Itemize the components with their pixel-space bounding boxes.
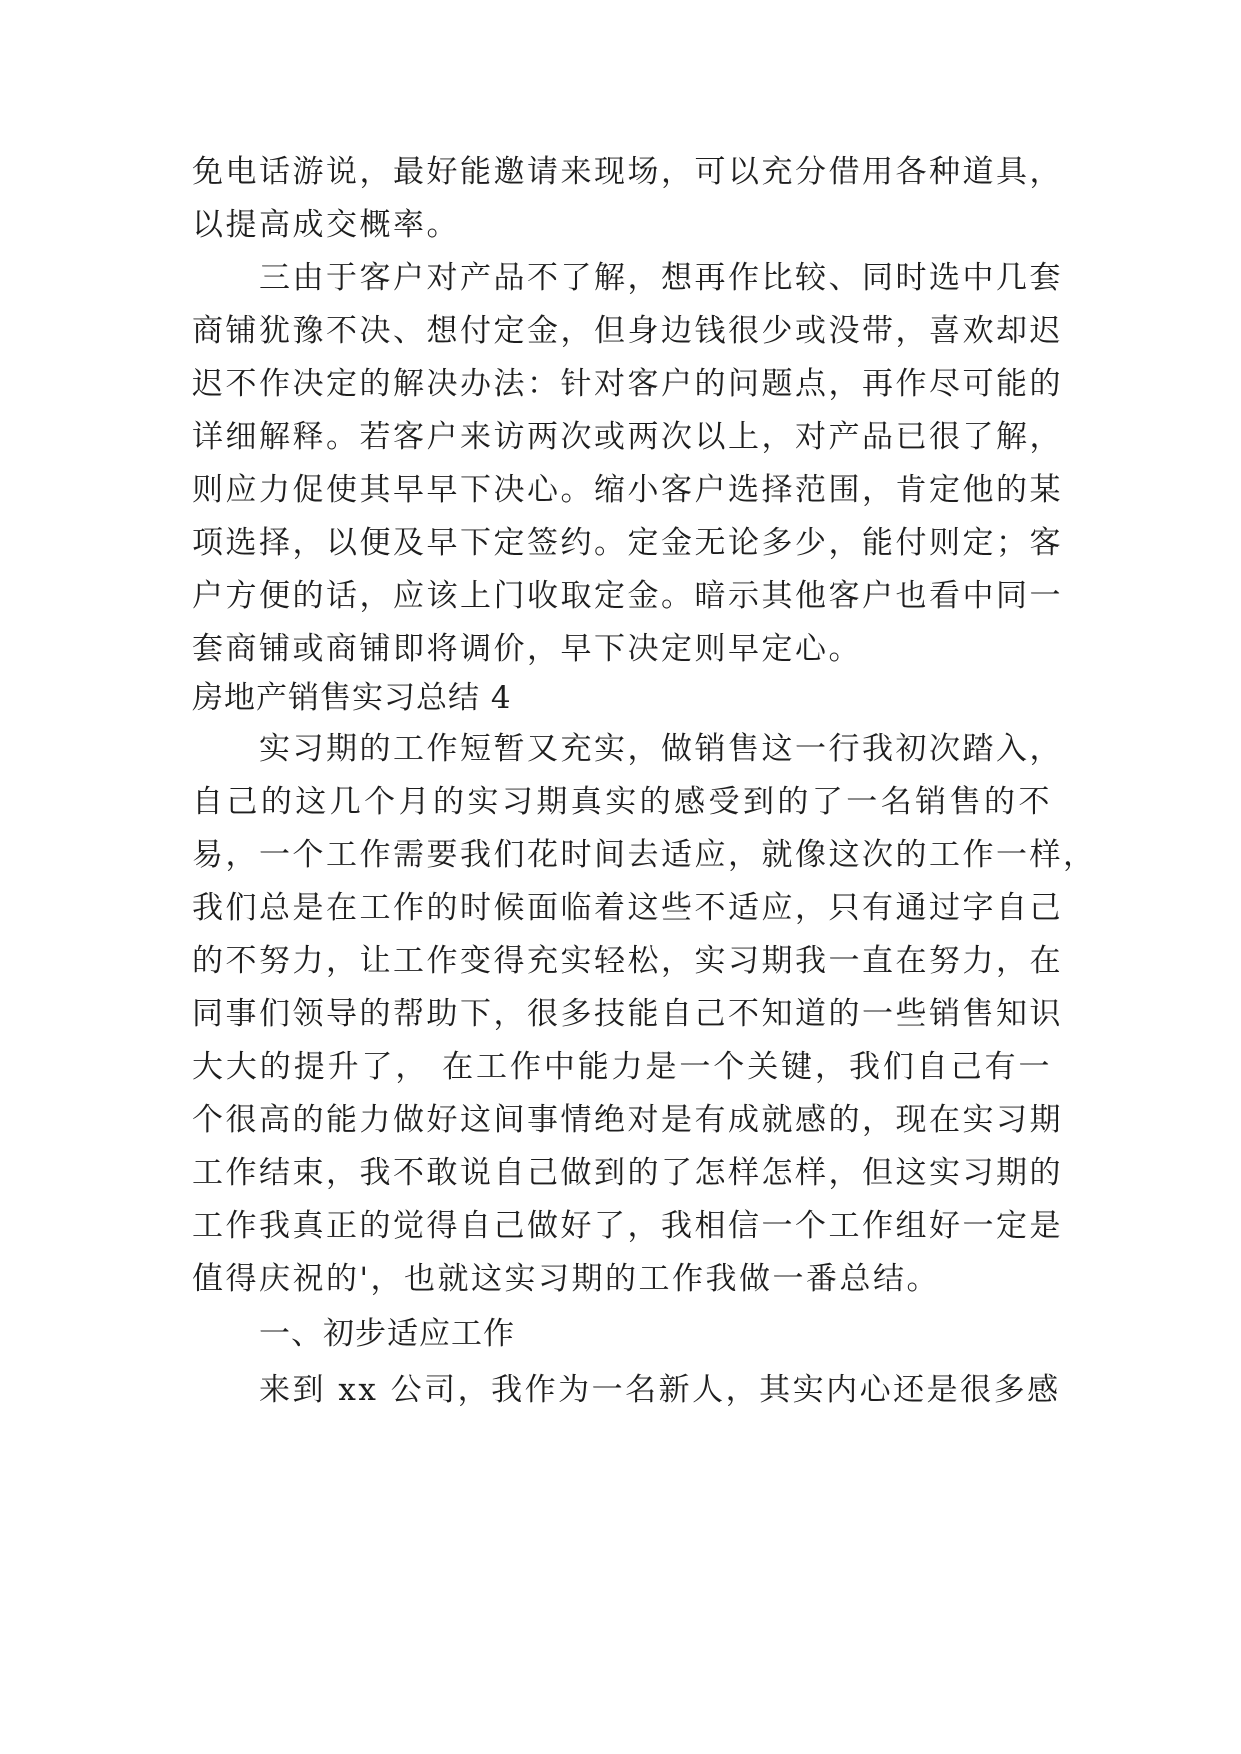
- text-line-4: 商铺犹豫不决、想付定金，但身边钱很少或没带，喜欢却迟: [192, 313, 1063, 349]
- text-line-2: 以提高成交概率。: [192, 207, 460, 243]
- text-line-8: 项选择，以便及早下定签约。定金无论多少，能付则定；客: [192, 525, 1063, 561]
- text-line-22: 值得庆祝的'，也就这实习期的工作我做一番总结。: [192, 1261, 941, 1297]
- text-line-9: 户方便的话，应该上门收取定金。暗示其他客户也看中同一: [192, 578, 1063, 614]
- text-line-12: 实习期的工作短暂又充实，做销售这一行我初次踏入，: [259, 731, 1063, 767]
- text-line-21: 工作我真正的觉得自己做好了，我相信一个工作组好一定是: [192, 1208, 1063, 1244]
- text-line-3: 三由于客户对产品不了解，想再作比较、同时选中几套: [259, 260, 1063, 296]
- text-line-10: 套商铺或商铺即将调价，早下决定则早定心。: [192, 631, 862, 667]
- text-line-24: 来到 xx 公司，我作为一名新人，其实内心还是很多感: [259, 1372, 1061, 1408]
- text-line-13: 自己的这几个月的实习期真实的感受到的了一名销售的不: [192, 784, 1052, 820]
- text-line-5: 迟不作决定的解决办法：针对客户的问题点，再作尽可能的: [192, 366, 1063, 402]
- subsection-heading: 一、初步适应工作: [259, 1316, 515, 1352]
- text-line-19: 个很高的能力做好这间事情绝对是有成就感的，现在实习期: [192, 1102, 1063, 1138]
- text-line-14: 易，一个工作需要我们花时间去适应，就像这次的工作一样，: [192, 837, 1097, 873]
- text-line-15: 我们总是在工作的时候面临着这些不适应，只有通过字自己: [192, 890, 1063, 926]
- section-heading: 房地产销售实习总结 4: [192, 680, 512, 716]
- text-line-20: 工作结束，我不敢说自己做到的了怎样怎样，但这实习期的: [192, 1155, 1063, 1191]
- text-line-17: 同事们领导的帮助下，很多技能自己不知道的一些销售知识: [192, 996, 1063, 1032]
- text-line-7: 则应力促使其早早下决心。缩小客户选择范围，肯定他的某: [192, 472, 1063, 508]
- text-line-18: 大大的提升了， 在工作中能力是一个关键，我们自己有一: [192, 1049, 1052, 1085]
- text-line-1: 免电话游说，最好能邀请来现场，可以充分借用各种道具，: [192, 154, 1063, 190]
- text-line-6: 详细解释。若客户来访两次或两次以上，对产品已很了解，: [192, 419, 1063, 455]
- text-line-16: 的不努力，让工作变得充实轻松，实习期我一直在努力，在: [192, 943, 1063, 979]
